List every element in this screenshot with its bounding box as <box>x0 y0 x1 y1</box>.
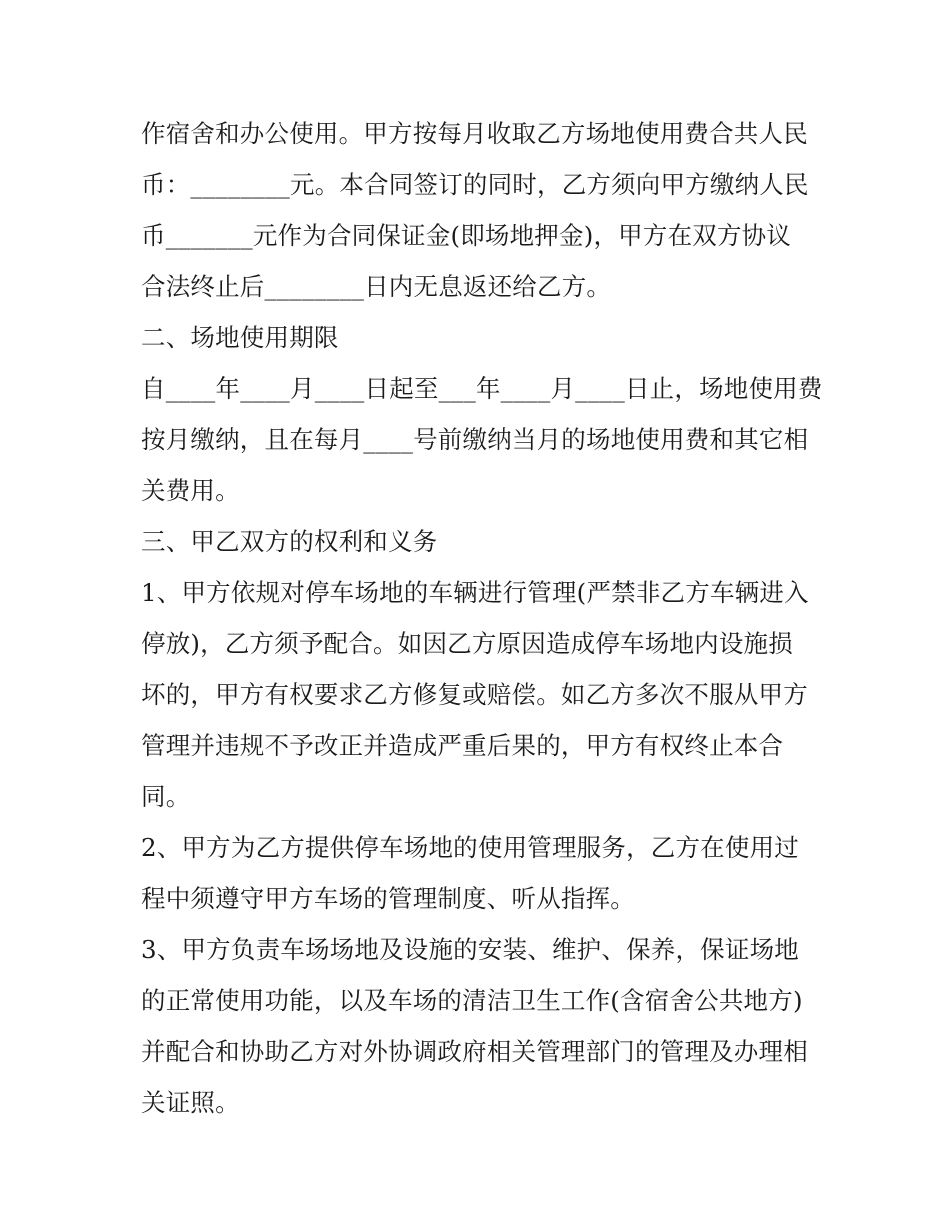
paragraph-line: 3、甲方负责车场场地及设施的安装、维护、保养，保证场地 <box>141 935 799 964</box>
paragraph-line: 管理并违规不予改正并造成严重后果的，甲方有权终止本合 <box>141 731 784 760</box>
paragraph-line: 自____年____月____日起至___年____月____日止，场地使用费 <box>141 374 823 403</box>
paragraph-line: 程中须遵守甲方车场的管理制度、听从指挥。 <box>141 884 635 913</box>
paragraph-line: 同。 <box>141 782 191 811</box>
paragraph-line: 并配合和协助乙方对外协调政府相关管理部门的管理及办理相 <box>141 1037 808 1066</box>
paragraph-line: 按月缴纳，且在每月____号前缴纳当月的场地使用费和其它相 <box>141 425 809 454</box>
paragraph-line: 1、甲方依规对停车场地的车辆进行管理(严禁非乙方车辆进入 <box>141 578 809 607</box>
document-body <box>141 108 821 1128</box>
paragraph-line: 作宿舍和办公使用。甲方按每月收取乙方场地使用费合共人民 <box>141 119 808 148</box>
paragraph-line: 关证照。 <box>141 1088 240 1117</box>
paragraph-line: 币：________元。本合同签订的同时，乙方须向甲方缴纳人民 <box>141 170 809 199</box>
paragraph-line: 2、甲方为乙方提供停车场地的使用管理服务，乙方在使用过 <box>141 833 799 862</box>
paragraph-line: 币_______元作为合同保证金(即场地押金)，甲方在双方协议 <box>141 221 792 250</box>
paragraph-line: 停放)，乙方须予配合。如因乙方原因造成停车场地内设施损 <box>141 629 793 658</box>
section-heading: 二、场地使用期限 <box>141 323 339 352</box>
section-heading: 三、甲乙双方的权利和义务 <box>141 527 438 556</box>
paragraph-line: 的正常使用功能，以及车场的清洁卫生工作(含宿舍公共地方) <box>141 986 803 1015</box>
paragraph-line: 坏的，甲方有权要求乙方修复或赔偿。如乙方多次不服从甲方 <box>141 680 808 709</box>
paragraph-line: 关费用。 <box>141 476 240 505</box>
paragraph-line: 合法终止后________日内无息返还给乙方。 <box>141 272 612 301</box>
